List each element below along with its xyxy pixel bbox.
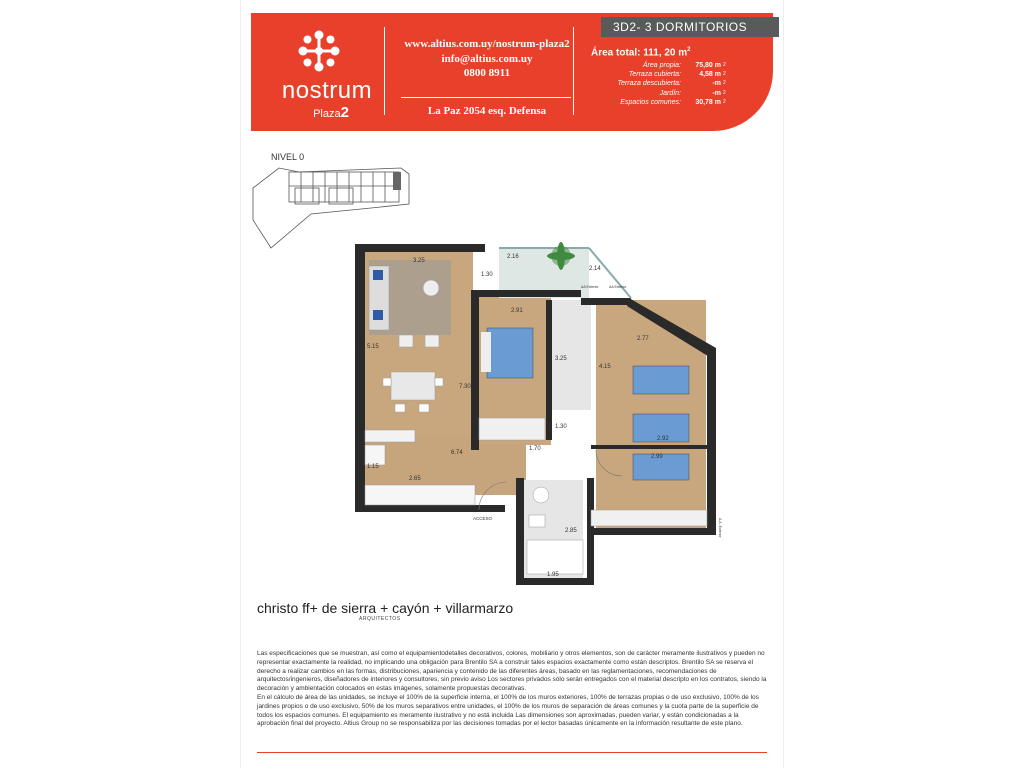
- chair: [425, 335, 439, 347]
- area-unit: 2: [723, 98, 726, 105]
- header-banner: [251, 13, 773, 131]
- area-value: -m: [712, 80, 721, 88]
- address-text: La Paz 2054 esq. Defensa: [427, 105, 547, 117]
- unit-highlight: [393, 172, 401, 190]
- area-row: [591, 61, 771, 70]
- brand-sub-number: 2: [340, 104, 349, 121]
- bottom-rule: [257, 752, 767, 753]
- area-row: [591, 89, 771, 98]
- toilet: [529, 515, 545, 527]
- dining-chair: [435, 378, 443, 386]
- bathtub: [527, 540, 583, 574]
- unit-type-tag: 3D2- 3 DORMITORIOS: [601, 17, 779, 37]
- architects-sub: ARQUITECTOS: [359, 616, 401, 622]
- wardrobe: [479, 418, 545, 440]
- brand-name: nostrum: [281, 77, 373, 104]
- email-link[interactable]: info@altius.com.uy: [441, 52, 533, 65]
- armchair: [423, 280, 439, 296]
- area-value: -m: [712, 89, 721, 97]
- cushion: [373, 270, 383, 280]
- area-label: Terraza cubierta:: [628, 71, 681, 79]
- contact-separator: [401, 97, 571, 98]
- level-label: NIVEL 0: [271, 152, 305, 162]
- stove: [365, 445, 385, 465]
- area-unit: 2: [723, 89, 726, 96]
- dimension-label: 2.85: [565, 528, 577, 534]
- dimension-label: 1.15: [367, 464, 379, 470]
- disclaimer: [257, 650, 771, 729]
- architects-credit: christo ff+ de sierra + cayón + villarmarzo: [257, 600, 514, 616]
- wall-bed-divider: [591, 445, 711, 449]
- bed-2: [633, 366, 689, 394]
- wardrobe-2: [591, 510, 707, 526]
- total-area-label: Área total: 111, 20 m: [591, 47, 688, 59]
- document-sheet: [240, 0, 784, 768]
- dining-table: [391, 372, 435, 400]
- header-divider-left: [384, 27, 385, 115]
- dimension-label: 2.14: [589, 266, 601, 272]
- area-value: 30,78 m: [695, 98, 721, 106]
- wall-bath-south: [516, 578, 591, 585]
- wall-east: [707, 348, 716, 530]
- kitchen-bottom-counter: [365, 485, 475, 505]
- dimension-label: 7.30: [459, 384, 471, 390]
- wall-north: [355, 244, 485, 252]
- dimension-label: 2.91: [511, 308, 523, 314]
- header-divider-right: [573, 27, 574, 115]
- wall-bed2-north: [581, 298, 631, 305]
- key-plan: [251, 160, 411, 250]
- floor-plan: [351, 240, 731, 590]
- dimension-label: 2.99: [651, 454, 663, 460]
- dimension-label: 2.16: [507, 254, 519, 260]
- website-link[interactable]: www.altius.com.uy/nostrum-plaza2: [404, 38, 570, 50]
- dimension-label: 5.15: [367, 344, 379, 350]
- asterisk-logo-icon: [297, 29, 341, 73]
- wall-bed1-east: [546, 300, 552, 440]
- dimension-label: 6.74: [451, 450, 463, 456]
- contact-block: [397, 37, 577, 81]
- dimension-label: 1.70: [529, 446, 541, 452]
- brand-sub: [291, 104, 371, 121]
- disclaimer-paragraph: En el cálculo de área de las unidades, se incluye el 100% de la superficie interna, el 100% de los muros exteriores, 100% de terrazas propias o de uso exclusivo, 100% de los jardines propios o de uso exclusivo, 50% de los muros separativos entre unidades, el 100% de los muros de separación de áreas comunes y la cuota parte de la superficie de todos los espacios comunes. El equipamiento es meramente ilustrativo y no está incluida Las dimensiones son aproximadas, pueden variar, y están condicionadas a la aprobación final del proyecto. Altius Group no se responsabiliza por las decisiones tomadas por el lector basadas únicamente en la información resultante de este plano.: [257, 693, 759, 728]
- chair: [399, 335, 413, 347]
- aa-label: AA Exterior: [581, 285, 599, 289]
- aa-side-label: A.A. Exterior: [718, 518, 722, 538]
- area-label: Espacios comunes:: [620, 98, 681, 106]
- phone-number: 0800 8911: [463, 67, 511, 79]
- area-row: [591, 79, 771, 88]
- area-unit: 2: [723, 71, 726, 78]
- area-row: [591, 70, 771, 79]
- dimension-label: 2.77: [637, 336, 649, 342]
- area-table: [591, 61, 771, 107]
- disclaimer-paragraph: Las especificaciones que se muestran, así como el equipamientodetalles decorativos, colores, mobiliario y otros elementos, son de carácter meramente ilustrativos y pueden no representar exactamente la realidad, no implicando una obligación para Brentilo SA a construir tales espacios exactamente como están descriptos. Brentilo SA se reserva el derecho a realizar cambios en las formas, distribuciones, apariencia y contenido de las diferentes áreas, basado en las reglamentaciones, recomendaciones de arquitectos/ingenieros, diseñadores de interiores y consultores, sin previo aviso Los sectores privados sólo serán entregados con el material descripto en los contratos, siendo la decoración y ambientación colocados en estas imágenes, solamente propuestas decorativas.: [257, 650, 767, 693]
- headboard: [481, 332, 491, 372]
- area-row: [591, 98, 771, 107]
- wall-bed1-north: [471, 290, 581, 297]
- wall-south-west: [355, 505, 505, 512]
- wall-south-east: [591, 528, 716, 535]
- dimension-label: 2.92: [657, 436, 669, 442]
- cushion: [373, 310, 383, 320]
- dimension-label: 2.65: [409, 476, 421, 482]
- total-area: [591, 47, 771, 58]
- area-unit: 2: [723, 80, 726, 87]
- dimension-label: 1.30: [555, 424, 567, 430]
- dimension-label: 3.25: [413, 258, 425, 264]
- area-label: Área propia:: [642, 62, 681, 69]
- dimension-label: 1.30: [481, 272, 493, 278]
- dimension-label: 1.95: [547, 572, 559, 578]
- brand-sub-prefix: Plaza: [313, 108, 341, 120]
- area-value: 4,58 m: [699, 71, 721, 79]
- area-label: Jardín:: [659, 89, 681, 97]
- kitchen-counter: [365, 430, 415, 442]
- dining-chair: [395, 404, 405, 412]
- wall-bed1-west: [471, 290, 479, 450]
- wall-bath-east: [587, 478, 594, 585]
- sink: [533, 487, 549, 503]
- area-label: Terraza descubierta:: [617, 80, 681, 88]
- dining-chair: [419, 404, 429, 412]
- wall-west: [355, 244, 365, 512]
- area-value: 75,80 m: [695, 62, 721, 69]
- closet-floor: [551, 300, 591, 410]
- area-unit: 2: [723, 62, 726, 68]
- wall-bath-west: [516, 478, 524, 585]
- total-area-sup: 2: [687, 47, 691, 53]
- dining-chair: [383, 378, 391, 386]
- access-label: ACCESO: [473, 516, 493, 521]
- aa-label: AA Exterior: [609, 285, 627, 289]
- dimension-label: 4.15: [599, 364, 611, 370]
- bed-main: [487, 328, 533, 378]
- dimension-label: 3.25: [555, 356, 567, 362]
